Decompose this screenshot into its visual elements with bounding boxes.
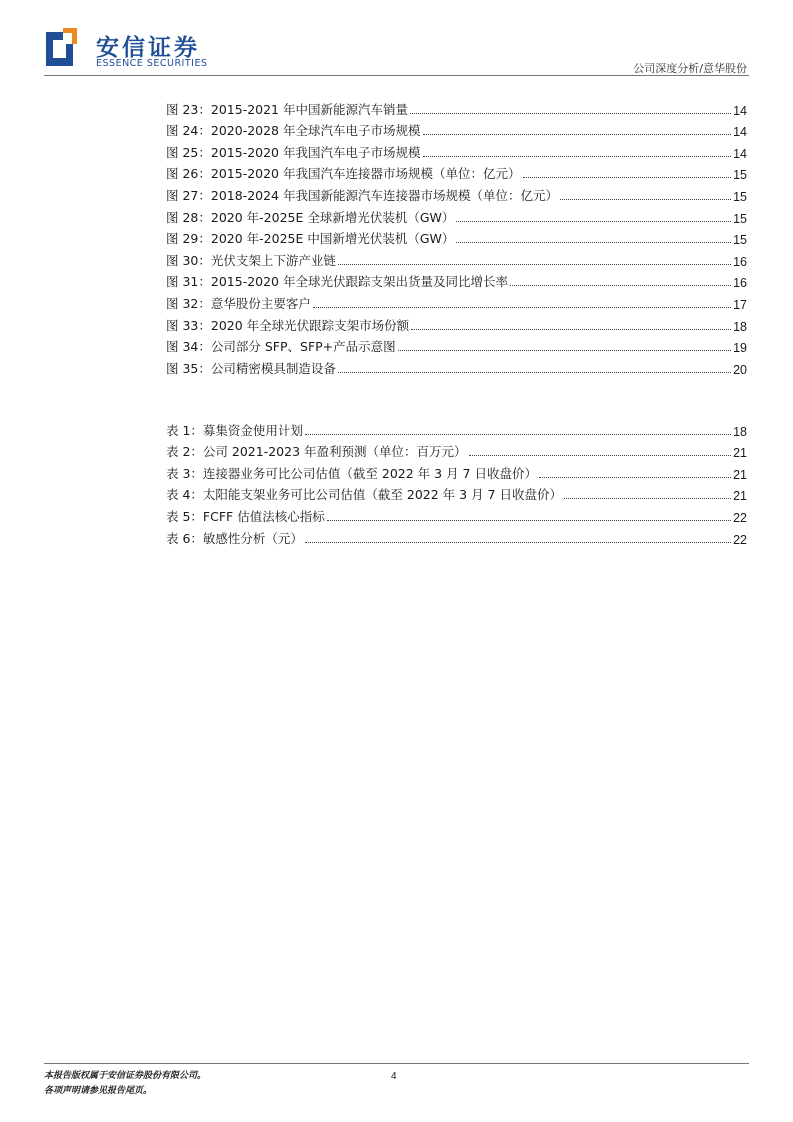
figure-entry[interactable] [166, 334, 747, 356]
dot-leader [456, 221, 731, 222]
figure-entry-label: 图 35：公司精密模具制造设备 [166, 360, 336, 376]
figure-entry[interactable] [166, 226, 747, 248]
figure-entry-label: 图 23：2015-2021 年中国新能源汽车销量 [166, 101, 408, 117]
table-entry[interactable] [166, 503, 747, 525]
disclaimer-note: 各项声明请参见报告尾页。 [44, 1086, 153, 1096]
report-category: 公司深度分析/意华股份 [633, 62, 747, 75]
table-entry-label: 表 5：FCFF 估值法核心指标 [166, 508, 325, 524]
figure-entry-page: 15 [733, 211, 747, 226]
table-entry-page: 22 [733, 510, 747, 525]
figure-entry-label: 图 31：2015-2020 年全球光伏跟踪支架出货量及同比增长率 [166, 274, 508, 290]
dot-leader [469, 455, 732, 456]
copyright-notice: 本报告版权属于安信证券股份有限公司。 [44, 1071, 207, 1081]
figure-entry-label: 图 25：2015-2020 年我国汽车电子市场规模 [166, 144, 421, 160]
table-entry-page: 21 [733, 446, 747, 461]
figure-entry[interactable] [166, 204, 747, 226]
figure-entry-label: 图 29：2020 年-2025E 中国新增光伏装机（GW） [166, 231, 455, 247]
table-entry[interactable] [166, 525, 747, 547]
table-entry-page: 21 [733, 467, 747, 482]
brand-name-en: ESSENCE SECURITIES [96, 58, 208, 69]
dot-leader [423, 156, 732, 157]
dot-leader [305, 542, 731, 543]
figure-entry-label: 图 24：2020-2028 年全球汽车电子市场规模 [166, 123, 421, 139]
footer-disclaimer [44, 1069, 206, 1099]
figure-entry[interactable] [166, 182, 747, 204]
table-entry-page: 22 [733, 532, 747, 547]
dot-leader [305, 434, 731, 435]
figure-entry-page: 15 [733, 233, 747, 248]
table-entry[interactable] [166, 417, 747, 439]
table-entry-label: 表 4：太阳能支架业务可比公司估值（截至 2022 年 3 月 7 日收盘价） [166, 487, 562, 503]
figure-entry-page: 15 [733, 168, 747, 183]
dot-leader [560, 199, 731, 200]
table-entry[interactable] [166, 482, 747, 504]
dot-leader [338, 264, 731, 265]
figure-entry-label: 图 28：2020 年-2025E 全球新增光伏装机（GW） [166, 209, 455, 225]
figure-entry[interactable] [166, 269, 747, 291]
footer-divider [44, 1063, 749, 1064]
figure-entry-page: 19 [733, 341, 747, 356]
table-entry-label: 表 6：敏感性分析（元） [166, 530, 303, 546]
table-list [166, 417, 747, 547]
figure-list [166, 96, 747, 377]
dot-leader [456, 242, 731, 243]
figure-entry-label: 图 32：意华股份主要客户 [166, 295, 311, 311]
figure-entry[interactable] [166, 247, 747, 269]
dot-leader [411, 329, 731, 330]
figure-entry-label: 图 27：2018-2024 年我国新能源汽车连接器市场规模（单位：亿元） [166, 187, 558, 203]
figure-entry-page: 17 [733, 297, 747, 312]
figure-entry-label: 图 30：光伏支架上下游产业链 [166, 252, 336, 268]
figure-entry-page: 15 [733, 189, 747, 204]
figure-entry[interactable] [166, 290, 747, 312]
figure-entry-page: 14 [733, 125, 747, 140]
figure-entry-page: 14 [733, 146, 747, 161]
figure-entry[interactable] [166, 161, 747, 183]
figure-entry-label: 图 33：2020 年全球光伏跟踪支架市场份额 [166, 317, 410, 333]
figure-entry-page: 20 [733, 362, 747, 377]
table-entry-label: 表 1：募集资金使用计划 [166, 422, 303, 438]
figure-entry[interactable] [166, 355, 747, 377]
figure-entry[interactable] [166, 96, 747, 118]
figure-entry-page: 14 [733, 103, 747, 118]
figure-entry-page: 16 [733, 276, 747, 291]
dot-leader [539, 477, 731, 478]
dot-leader [313, 307, 731, 308]
header-divider [44, 75, 749, 76]
figure-entry-page: 16 [733, 254, 747, 269]
table-entry[interactable] [166, 460, 747, 482]
figure-entry[interactable] [166, 312, 747, 334]
dot-leader [338, 372, 731, 373]
figure-entry[interactable] [166, 118, 747, 140]
essence-logo-icon [46, 28, 80, 68]
brand-name-cn: 安信证券 [96, 35, 200, 61]
page-header [0, 0, 793, 80]
dot-leader [564, 498, 731, 499]
dot-leader [327, 520, 731, 521]
table-entry-label: 表 3：连接器业务可比公司估值（截至 2022 年 3 月 7 日收盘价） [166, 465, 537, 481]
figure-entry[interactable] [166, 139, 747, 161]
table-entry[interactable] [166, 439, 747, 461]
page-number: 4 [391, 1071, 397, 1082]
dot-leader [510, 285, 731, 286]
table-entry-page: 21 [733, 489, 747, 504]
table-entry-page: 18 [733, 424, 747, 439]
dot-leader [523, 177, 732, 178]
table-entry-label: 表 2：公司 2021-2023 年盈利预测（单位：百万元） [166, 444, 467, 460]
figure-entry-label: 图 26：2015-2020 年我国汽车连接器市场规模（单位：亿元） [166, 166, 521, 182]
figure-entry-page: 18 [733, 319, 747, 334]
figure-entry-label: 图 34：公司部分 SFP、SFP+产品示意图 [166, 339, 396, 355]
dot-leader [398, 350, 731, 351]
dot-leader [423, 134, 732, 135]
dot-leader [410, 113, 731, 114]
